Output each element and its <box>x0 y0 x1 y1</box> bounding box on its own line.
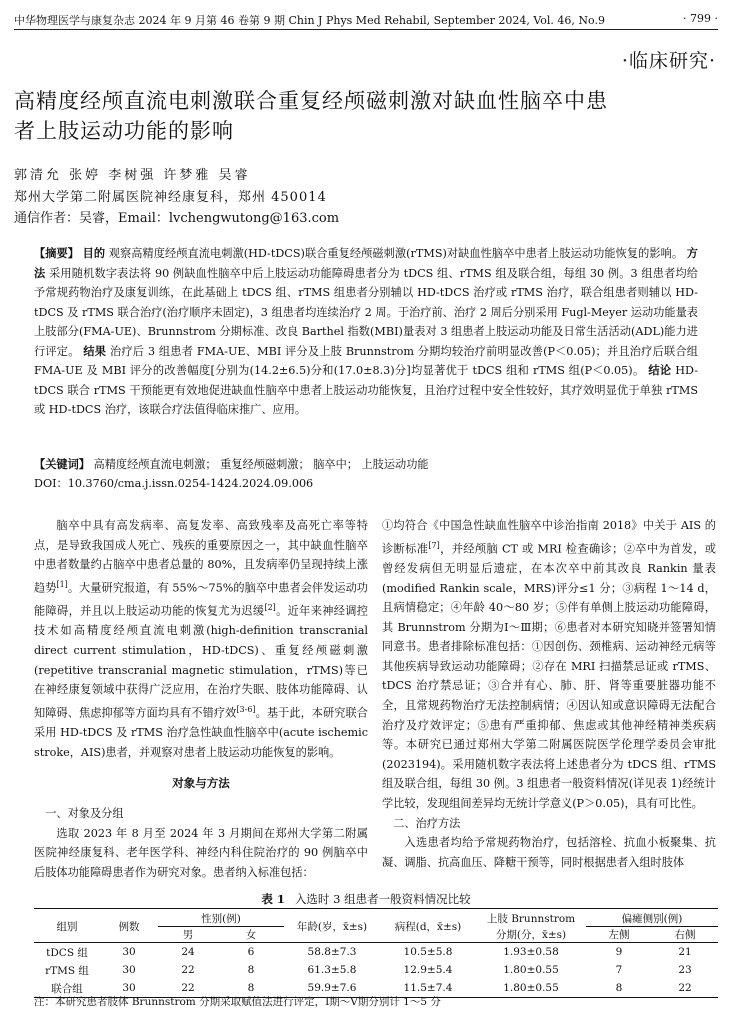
citation-2[interactable]: [2] <box>264 603 276 613</box>
abstract <box>34 244 698 420</box>
cell-course: 12.9±5.4 <box>403 964 453 976</box>
table-note: 注：本研究患者肢体 Brunnstrom 分期采取赋值法进行评定，Ⅰ期～Ⅴ期分别计 1～5 分 <box>34 996 441 1008</box>
cell-brunnstrom: 1.80±0.55 <box>476 979 586 998</box>
cell-left: 9 <box>615 946 623 958</box>
cell-right: 22 <box>652 979 718 998</box>
header-age: 年龄(岁，x̄±s) <box>284 909 380 943</box>
header-count: 例数 <box>100 909 158 943</box>
intro-text-4: 。基于此，本研究联合采用 HD-tDCS 及 rTMS 治疗急性缺血性脑卒中(acute ischemic stroke，AIS)患者，并观察对患者上肢运动功能恢复的影响。 <box>34 706 368 759</box>
header-female: 女 <box>218 927 284 943</box>
conclusion-text: HD-tDCS 联合 rTMS 干预能更有效地促进缺血性脑卒中患者上肢运动功能恢复，且治疗过程中安全性较好，其疗效明显优于单独 rTMS 或 HD-tDCS 治疗，该联合疗法值得临床推广、应用。 <box>34 364 698 416</box>
header-group: 组别 <box>34 909 100 943</box>
header-rule <box>14 29 718 30</box>
cell-group: rTMS 组 <box>45 964 89 977</box>
cell-brunnstrom: 1.80±0.55 <box>503 964 559 976</box>
method-label: 方法 <box>34 246 698 280</box>
cell-group: tDCS 组 <box>46 946 88 959</box>
cell-age: 59.9±7.6 <box>284 979 380 998</box>
journal-citation: 中华物理医学与康复杂志 2024 年 9 月第 46 卷第 9 期 Chin J Phys Med Rehabil, September 2024, Vol. 46, No.9 <box>14 14 605 27</box>
doi: DOI：10.3760/cma.j.issn.0254-1424.2024.09.006 <box>34 477 314 490</box>
header-right: 右侧 <box>652 927 718 943</box>
header-sex: 性别(例) <box>158 909 284 927</box>
purpose-text: 观察高精度经颅直流电刺激(HD-tDCS)联合重复经颅磁刺激(rTMS)对缺血性脑卒中患者上肢运动功能恢复的影响。 <box>108 247 684 260</box>
criteria-text-1: ①均符合《中国急性缺血性脑卒中诊治指南 2018》中关于 AIS 的诊断标准 <box>382 519 716 556</box>
criteria-paragraph <box>382 516 716 814</box>
intro-text-1: 脑卒中具有高发病率、高复发率、高致残率及高死亡率等特点，是导致我国成人死亡、残疾的重要原因之一，其中缺血性脑卒中患者数量约占脑卒中患者总量的 80%，且发病率仍呈现持续上涨趋势 <box>34 519 368 595</box>
abstract-label: 【摘要】 <box>34 246 79 260</box>
citation-1[interactable]: [1] <box>56 579 68 589</box>
header-left: 左侧 <box>586 927 652 943</box>
cell-female: 6 <box>247 946 255 958</box>
cell-course: 11.5±7.4 <box>380 979 476 998</box>
result-text: 治疗后 3 组患者 FMA-UE、MBI 评分及上肢 Brunnstrom 分期均较治疗前明显改善(P＜0.05)；并且治疗后联合组 FMA-UE 及 MBI 评分的改善幅度[分别为(14.2±6.5)分和(17.0±8.3)分]均显著优于 tDCS 组和 rTMS 组(P＜0.05)。 <box>34 344 698 377</box>
conclusion-label: 结论 <box>648 363 672 377</box>
table-row <box>34 961 718 979</box>
cell-male: 24 <box>181 946 195 958</box>
body-column-right <box>382 516 716 872</box>
section-label: ·临床研究· <box>621 50 716 72</box>
cell-group: 联合组 <box>34 979 100 998</box>
table-label: 表 1 <box>261 892 285 906</box>
table-caption-text: 入选时 3 组患者一般资料情况比较 <box>294 892 471 906</box>
cell-brunnstrom: 1.93±0.58 <box>503 946 559 958</box>
cell-right: 21 <box>678 946 692 958</box>
affiliation: 郑州大学第二附属医院神经康复科，郑州 450014 <box>14 190 327 205</box>
methods-heading: 对象与方法 <box>172 776 230 791</box>
citation-7[interactable]: [7] <box>428 540 440 550</box>
subsection-heading: 一、对象及分组 <box>45 806 124 820</box>
body-column-left <box>34 516 368 882</box>
table-row <box>34 943 718 962</box>
cell-left: 8 <box>586 979 652 998</box>
subsection-heading: 二、治疗方法 <box>393 816 461 830</box>
cell-left: 7 <box>615 964 623 976</box>
cell-count: 30 <box>122 964 136 976</box>
authors: 郭清允 张婷 李树强 许梦雅 吴睿 <box>14 168 251 183</box>
subjects-paragraph: 选取 2023 年 8 月至 2024 年 3 月期间在郑州大学第二附属医院神经康复科、老年医学科、神经内科住院治疗的 90 例脑卒中后肢体功能障碍患者作为研究对象。患者纳入标准包括： <box>34 826 368 879</box>
cell-male: 22 <box>181 964 195 976</box>
cell-count: 30 <box>122 946 136 958</box>
keywords <box>34 455 698 474</box>
intro-text-3: 。近年来神经调控技术如高精度经颅直流电刺激(high-definition transcranial direct current stimulation，HD-tDCS)、重复经颅磁刺激(repetitive transcranial magnetic stimulation，rTMS)等已在神经康复领域中获得广泛应用，在治疗失眠、肢体功能障碍、认知障碍、焦虑抑郁等方面均具有不错疗效 <box>34 604 368 720</box>
intro-text-2: 。大量研究报道，有 55%～75%的脑卒中患者会伴发运动功能障碍，并且以上肢运动功能的恢复尤为迟缓 <box>34 581 368 618</box>
header-brunnstrom-line1: 上肢 Brunnstrom <box>476 909 586 927</box>
demographics-table <box>34 908 718 998</box>
cell-course: 10.5±5.8 <box>403 946 453 958</box>
keywords-label: 【关键词】 <box>34 457 90 471</box>
result-label: 结果 <box>83 343 107 358</box>
running-head <box>14 10 718 30</box>
criteria-text-2: ，并经颅脑 CT 或 MRI 检查确诊；②卒中为首发，或曾经发病但无明显后遗症，在本次卒中前其改良 Rankin 量表(modified Rankin scale，MRS)评分≤1 分；③病程 1～14 d，且病情稳定；④年龄 40～80 岁；⑤伴有单侧上肢运动功能障碍，其 Brunnstrom 分期为Ⅰ～Ⅲ期；⑥患者对本研究知晓并签署知情同意书。患者排除标准包括：①因创伤、颈椎病、运动神经元病等其他疾病导致运动功能障碍；②存在 MRI 扫描禁忌证或 rTMS、tDCS 治疗禁忌证；③合并有心、肺、肝、肾等重要脏器功能不全，且常规药物治疗无法控制病情；④因认知或意识障碍无法配合治疗及疗效评定；⑤患有严重抑郁、焦虑或其他神经精神类疾病等。本研究已通过郑州大学第二附属医院医学伦理学委员会审批(2023194)。采用随机数字表法将上述患者分为 tDCS 组、rTMS 组及联合组，每组 30 例。3 组患者一般资料情况(详见表 1)经统计学比较，发现组间差异均无统计学意义(P＞0.05)，具有可比性。 <box>382 542 716 811</box>
header-side: 偏瘫侧别(例) <box>586 909 718 927</box>
cell-female: 8 <box>218 979 284 998</box>
intro-paragraph <box>34 516 368 762</box>
page-number: · 799 · <box>683 12 718 25</box>
header-brunnstrom-line2: 分期(分，x̄±s) <box>476 927 586 943</box>
header-male: 男 <box>158 927 218 943</box>
keywords-text: 高精度经颅直流电刺激； 重复经颅磁刺激； 脑卒中； 上肢运动功能 <box>93 458 429 471</box>
cell-female: 8 <box>247 964 255 976</box>
cell-count: 30 <box>100 979 158 998</box>
article-title: 高精度经颅直流电刺激联合重复经颅磁刺激对缺血性脑卒中患者上肢运动功能的影响 <box>14 89 608 143</box>
cell-age: 58.8±7.3 <box>307 946 357 958</box>
header-course: 病程(d，x̄±s) <box>380 909 476 943</box>
method-text: 采用随机数字表法将 90 例缺血性脑卒中后上肢运动功能障碍患者分为 tDCS 组、rTMS 组及联合组，每组 30 例。3 组患者均给予常规药物治疗及康复训练，在此基础上 tDCS 组、rTMS 组患者分别辅以 HD-tDCS 治疗或 rTMS 治疗，联合组患者则辅以 HD-tDCS 及 rTMS 联合治疗(治疗顺序未固定)，3 组患者均连续治疗 2 周。于治疗前、治疗 2 周后分别采用 Fugl-Meyer 运动功能量表上肢部分(FMA-UE)、Brunnstrom 分期标准、改良 Barthel 指数(MBI)量表对 3 组患者上肢运动功能及日常生活活动(ADL)能力进行评定。 <box>34 266 698 358</box>
cell-age: 61.3±5.8 <box>307 964 357 976</box>
cell-right: 23 <box>678 964 692 976</box>
corresponding-author: 通信作者：吴睿，Email：lvchengwutong@163.com <box>14 211 340 226</box>
cell-male: 22 <box>158 979 218 998</box>
purpose-label: 目的 <box>82 246 106 260</box>
treatment-paragraph: 入选患者均给予常规药物治疗，包括溶栓、抗血小板聚集、抗凝、调脂、抗高血压、降糖干预等，同时根据患者入组时肢体 <box>382 836 716 869</box>
citation-3[interactable]: [3-6] <box>236 704 256 714</box>
table-caption <box>14 891 718 907</box>
